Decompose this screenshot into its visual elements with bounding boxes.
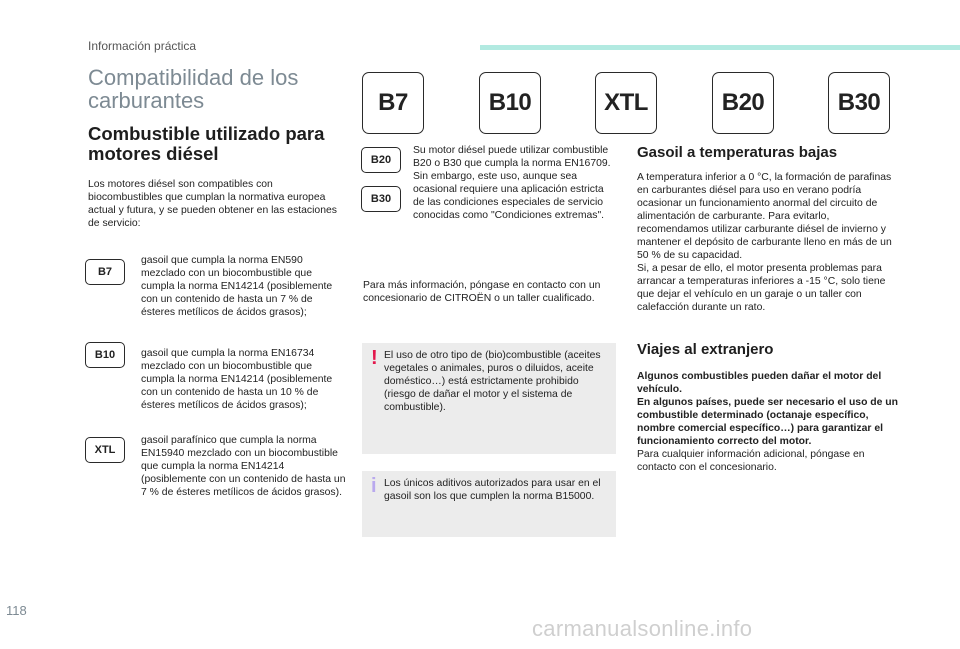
fuel-xtl-text: gasoil parafínico que cumpla la norma EN15940 mezclado con un biocombustible que cumpla la norma EN14214 (posiblemente con un contenido de hasta un 7 % de ésteres metílicos de ácidos grasos). [141,435,346,498]
fuel-b30-icon: B30 [361,186,401,212]
header-accent-bar [480,45,960,50]
abroad-bold-2: En algunos países, puede ser necesario el uso de un combustible determinado (octanaje específico, nombre comercial específico…) para garantizar el funcionamiento correcto del motor. [637,397,899,447]
watermark: carmanualsonline.info [532,616,753,641]
abroad-bold-1: Algunos combustibles pueden dañar el motor del vehículo. [637,371,882,395]
fuel-b7-icon: B7 [85,259,125,285]
fuel-xtl-icon: XTL [85,437,125,463]
badge-b30-icon: B30 [828,72,890,134]
badge-b10-icon: B10 [479,72,541,134]
badge-b20-icon: B20 [712,72,774,134]
section-label: Información práctica [88,39,197,53]
fuel-b10-icon: B10 [85,342,125,368]
badge-b7-icon: B7 [362,72,424,134]
gasoil-paragraph-1: A temperatura inferior a 0 °C, la formación de parafinas en carburantes diésel para uso en verano podría ocasionar un funcionamiento anormal del circuito de alimentación de carburante. Para evitarlo, recomendamos utilizar carburante diésel de invierno y mantener el depósito de carburante lleno en más de un 50 % de su capacidad. [637,172,892,261]
fuel-b20-icon: B20 [361,147,401,173]
abroad-heading: Viajes al extranjero [637,341,774,358]
badge-xtl-icon: XTL [595,72,657,134]
gasoil-heading: Gasoil a temperaturas bajas [637,144,838,161]
fuel-b10-text: gasoil que cumpla la norma EN16734 mezclado con un biocombustible que cumpla la norma EN14214 (posiblemente con un contenido de hasta un 10 % de ésteres metílicos de ácidos grasos); [141,348,333,411]
info-icon: i [371,475,377,497]
gasoil-text [637,171,899,314]
warning-icon: ! [371,347,378,369]
page-number: 118 [6,603,27,618]
more-info-text: Para más información, póngase en contacto con un concesionario de CITROËN o un taller cualificado. [363,280,601,304]
page-title: Compatibilidad de los carburantes [88,65,299,113]
warning-text: El uso de otro tipo de (bio)combustible (aceites vegetales o animales, puros o diluidos, aceite doméstico…) está estrictamente prohibido (riesgo de dañar el motor y el sistema de combustible). [384,350,601,413]
diesel-heading: Combustible utilizado para motores diésel [88,123,325,164]
abroad-paragraph: Para cualquier información adicional, póngase en contacto con el concesionario. [637,449,865,473]
b20-b30-text: Su motor diésel puede utilizar combustible B20 o B30 que cumpla la norma EN16709. Sin embargo, este uso, aunque sea ocasional requiere una aplicación estricta de las condiciones especiales de servicio conocidas como "Condiciones extremas". [413,145,611,221]
abroad-text [637,370,899,474]
gasoil-paragraph-2: Si, a pesar de ello, el motor presenta problemas para arrancar a temperaturas inferiores a -15 °C, solo tiene que dejar el vehículo en un garaje o un taller con calefacción durante un rato. [637,263,886,313]
warning-note [362,343,616,454]
fuel-b7-text: gasoil que cumpla la norma EN590 mezclado con un biocombustible que cumpla la norma EN14214 (posiblemente con un contenido de hasta un 7 % de ésteres metílicos de ácidos grasos); [141,255,333,318]
info-note [362,471,616,537]
diesel-intro: Los motores diésel son compatibles con biocombustibles que cumplan la normativa europea actual y futura, y se pueden obtener en las estaciones de servicio: [88,179,337,229]
info-text: Los únicos aditivos autorizados para usar en el gasoil son los que cumplen la norma B15000. [384,478,601,502]
